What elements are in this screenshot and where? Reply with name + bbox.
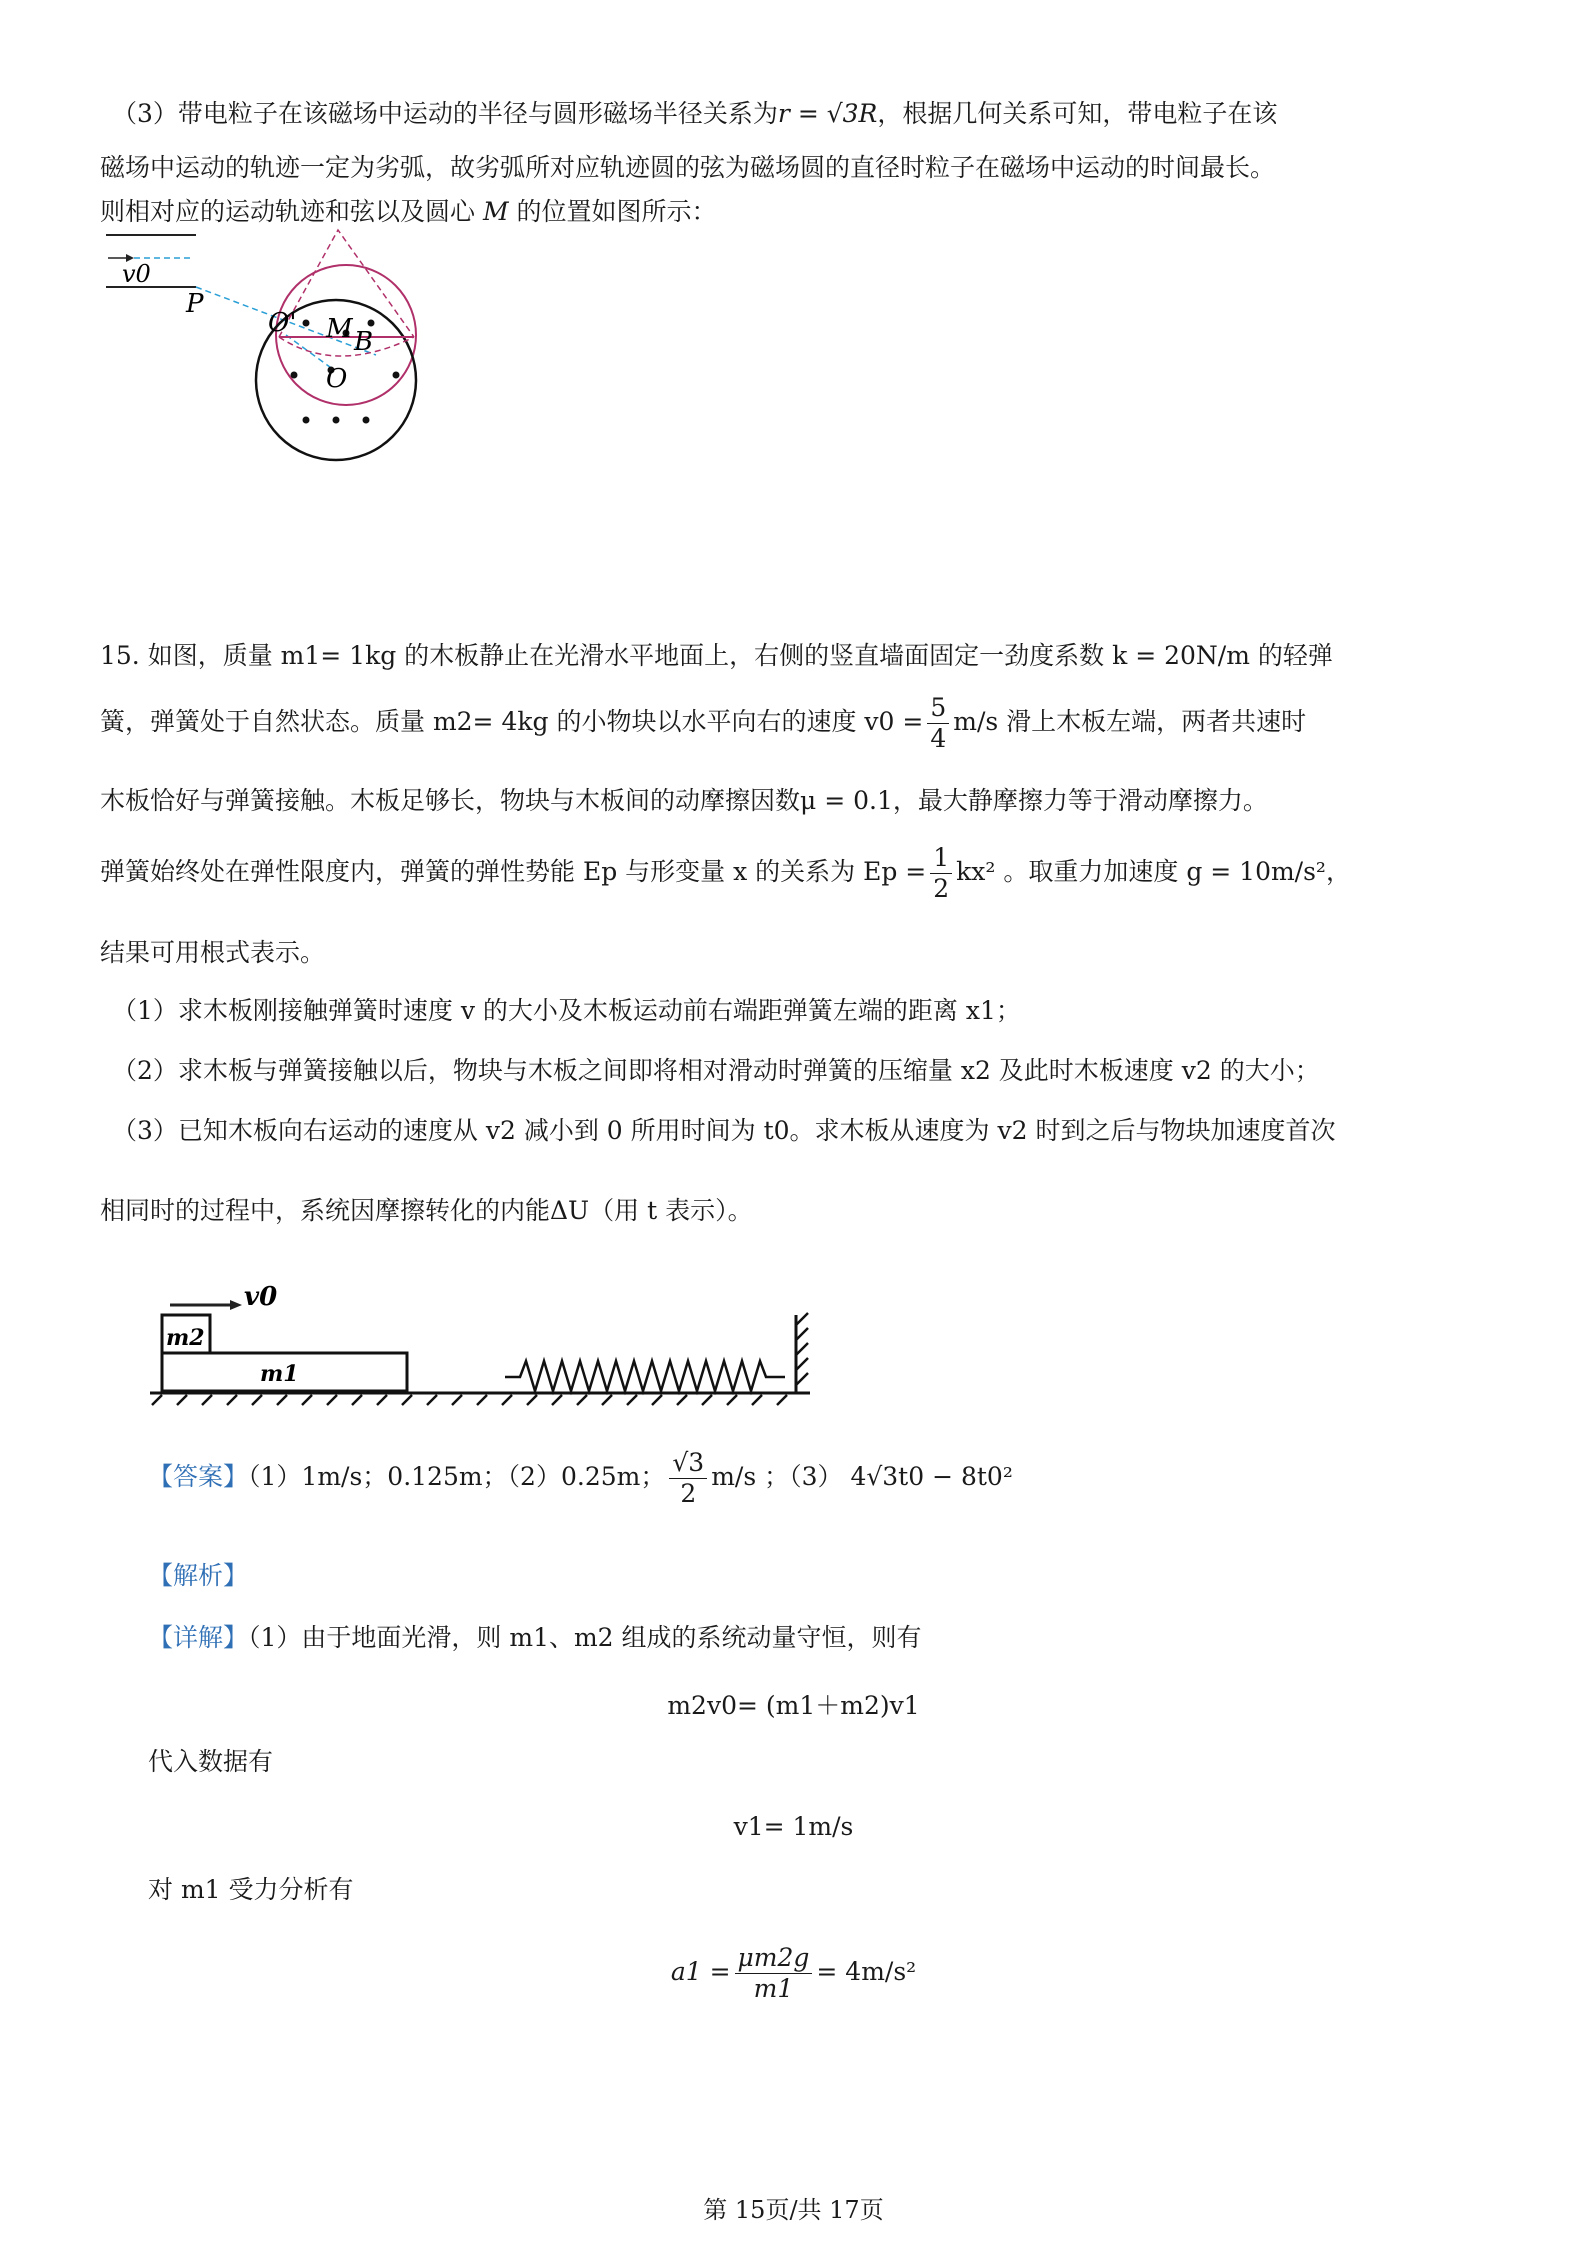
fig1-label-b: B	[354, 327, 374, 357]
part3-line2: 磁场中运动的轨迹一定为劣弧，故劣弧所对应轨迹圆的弦为磁场圆的直径时粒子在磁场中运动的时间最长。	[100, 153, 1276, 182]
q15-sub2: （2）求木板与弹簧接触以后，物块与木板之间即将相对滑动时弹簧的压缩量 x2 及此时木板速度 v2 的大小；	[112, 1056, 1320, 1085]
spring-board-figure	[140, 1265, 840, 1415]
answer-line	[148, 1445, 1013, 1509]
q15-line5: 结果可用根式表示。	[100, 938, 326, 967]
equation-v1: v1= 1m/s	[733, 1812, 854, 1841]
q15-line1: 15. 如图，质量 m1= 1kg 的木板静止在光滑水平地面上，右侧的竖直墙面固定一劲度系数 k = 20N/m 的轻弹	[100, 641, 1333, 670]
answer-frac-num: √3	[669, 1448, 707, 1479]
q15-l4b: kx² 。取重力加速度 g = 10m/s²，	[956, 857, 1351, 886]
q15-l2a: 簧，弹簧处于自然状态。质量 m2= 4kg 的小物块以水平向右的速度 v0 =	[100, 707, 924, 736]
fig1-label-o: O	[326, 364, 348, 394]
detail-label: 【详解】	[148, 1623, 249, 1652]
analysis-label: 【解析】	[148, 1561, 249, 1590]
page-footer: 第 15页/共 17页	[703, 2196, 884, 2224]
part3-rest: ，根据几何关系可知，带电粒子在该	[877, 99, 1278, 128]
q15-line2	[100, 692, 1306, 754]
equation-a1	[0, 1940, 1587, 2004]
answer-text-b: m/s ；（3） 4√3t0 − 8t0²	[711, 1462, 1013, 1491]
eq3-den: m1	[753, 1974, 794, 2003]
part3-line1	[112, 96, 1277, 132]
line3-tail: 的位置如图所示：	[516, 197, 717, 226]
fig1-label-v0: v0	[122, 260, 151, 288]
part3-title: （3）带电粒子在该磁场中运动的半径与圆形磁场半径关系为	[112, 99, 778, 128]
q15-sub3b: 相同时的过程中，系统因摩擦转化的内能ΔU（用 t 表示）。	[100, 1196, 753, 1225]
line3-text: 则相对应的运动轨迹和弦以及圆心	[100, 197, 476, 226]
fig2-label-m1: m1	[260, 1361, 299, 1387]
magnetic-field-figure	[96, 225, 616, 625]
q15-fraction-v0	[927, 693, 949, 754]
q15-sub1: （1）求木板刚接触弹簧时速度 v 的大小及木板运动前右端距弹簧左端的距离 x1；	[112, 996, 1021, 1025]
q15-l2b: m/s 滑上木板左端，两者共速时	[953, 707, 1307, 736]
fig1-label-o-prime: O'	[268, 308, 297, 338]
eq3-lhs: a1 =	[670, 1957, 731, 1986]
answer-text-a: （1）1m/s；0.125m；（2）0.25m；	[248, 1462, 666, 1491]
detail-text: （1）由于地面光滑，则 m1、m2 组成的系统动量守恒，则有	[248, 1623, 922, 1652]
eq3-num: μm2g	[735, 1943, 813, 1974]
fig1-label-p: P	[186, 289, 204, 319]
q15-l4a: 弹簧始终处在弹性限度内，弹簧的弹性势能 Ep 与形变量 x 的关系为 Ep =	[100, 857, 927, 886]
q15-frac-num: 5	[927, 693, 949, 724]
eq3-rhs: = 4m/s²	[816, 1957, 917, 1986]
substitute-text: 代入数据有	[148, 1747, 274, 1776]
line3-m: M	[482, 197, 509, 226]
q15-frac-den: 4	[930, 724, 947, 753]
fig1-label-m: M	[326, 314, 353, 344]
force-analysis-text: 对 m1 受力分析有	[148, 1875, 354, 1904]
fig2-label-m2: m2	[166, 1325, 205, 1351]
q15-line3: 木板恰好与弹簧接触。木板足够长，物块与木板间的动摩擦因数μ = 0.1，最大静摩擦力等于滑动摩擦力。	[100, 786, 1268, 815]
fig2-label-v0: v0	[244, 1282, 278, 1312]
detail-line	[148, 1620, 922, 1656]
part3-formula: r = √3R	[777, 99, 878, 128]
q15-line4	[100, 842, 1351, 904]
q15-frac2-num: 1	[930, 843, 952, 874]
q15-frac2-den: 2	[933, 874, 950, 903]
eq3-fraction	[735, 1943, 813, 2004]
answer-fraction	[669, 1448, 707, 1509]
q15-fraction-ep	[930, 843, 952, 904]
equation-momentum: m2v0= (m1＋m2)v1	[667, 1691, 920, 1720]
answer-frac-den: 2	[680, 1479, 697, 1508]
q15-sub3a: （3）已知木板向右运动的速度从 v2 减小到 0 所用时间为 t0。求木板从速度为 v2 时到之后与物块加速度首次	[112, 1116, 1336, 1145]
answer-label: 【答案】	[148, 1462, 249, 1491]
